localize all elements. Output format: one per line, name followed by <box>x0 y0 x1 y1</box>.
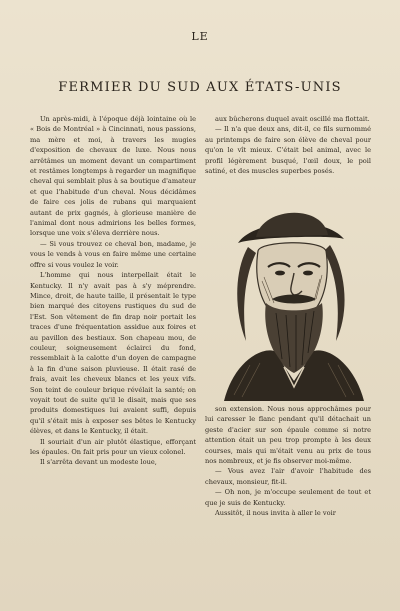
article-title: FERMIER DU SUD AUX ÉTATS-UNIS <box>58 80 342 95</box>
paragraph: Un après-midi, à l'époque déjà lointaine où le « Bois de Montréal » à Cincinnati, nous passions, ma mère et moi, à travers les mugies d'exposition de chevaux de luxe. Nous nous arrêtâmes un moment devant un compartiment et restâmes longtemps à regarder un magnifique cheval qui semblait plus à sa boutique d'amateur et que l'habitude d'un cheval. Nous décidâmes de faire ces jolis de rubans qui marquaient autant de prix gagnés, à glorieuse manière de l'animal dont nous admirions les belles formes, lorsque une voix s'éleva derrière nous. <box>30 115 196 238</box>
right-text-column-bottom <box>205 404 371 594</box>
right-text-column-top <box>205 114 371 178</box>
paragraph: aux bûcherons duquel avait oscillé ma flottait. <box>215 115 370 123</box>
section-title: LE <box>191 30 209 43</box>
paragraph: Aussitôt, il nous invita à aller le voir <box>215 509 336 518</box>
paragraph: L'homme qui nous interpellait était le Kentucky. Il n'y avait pas à s'y méprendre. Mince, droit, de haute taille, il présentait le type bien marqué des citoyens rustiques du sud de l'Est. Son vêtement de fin drap noir portait les traces d'une fréquentation assidue aux foires et au pavillon des bestiaux. Son chapeau mou, de couleur, soigneusement éclairci du fond, ressemblait à la calotte d'un doyen de campagne à la fin d'une saison pluvieuse. Il était rasé de frais, avait les cheveux blancs et les yeux vifs. Son teint de couleur brique révélait la santé; on voyait tout de suite qu'il le disait, mais que ses produits domestiques lui avaient suffi, depuis qu'il s'était mis à exposer ses bêtes le Kentucky élèves, et dans le Kentucky, il était. <box>30 271 196 436</box>
paragraph: — Oh non, je m'occupe seulement de tout et que je suis de Kentucky. <box>205 488 371 507</box>
hat-crown <box>256 213 328 237</box>
paragraph: Il s'arrêta devant un modeste loue, <box>40 458 157 467</box>
portrait-illustration <box>204 181 372 401</box>
left-text-column <box>30 114 196 594</box>
paragraph: — Si vous trouvez ce cheval bon, madame, je vous le vends à vous en faire même une certaine offre si vous voulez le voir. <box>30 239 196 269</box>
paragraph: son extension. Nous nous approchâmes pour lui caresser le flanc pendant qu'il détachait un geste d'acier sur son épaule comme si notre attention était un peu trop prompte à les deux courses, mais qui m'était venu au prix de tous nos nombreux, et je fis observer moi-même. <box>205 405 371 466</box>
paragraph: Il souriait d'un air plutôt élastique, efforçant les épaules. On fait pris pour un vieux colonel. <box>30 437 196 456</box>
paragraph: — Il n'a que deux ans, dit-il, ce fils surnommé au printemps de faire son élève de cheval pour qu'on le vît mieux. C'était bel animal, avec le profil légèrement busqué, l'œil doux, le poil satiné, et des muscles superbes posés. <box>205 125 371 176</box>
paragraph: — Vous avez l'air d'avoir l'habitude des chevaux, monsieur, fit-il. <box>205 467 371 486</box>
